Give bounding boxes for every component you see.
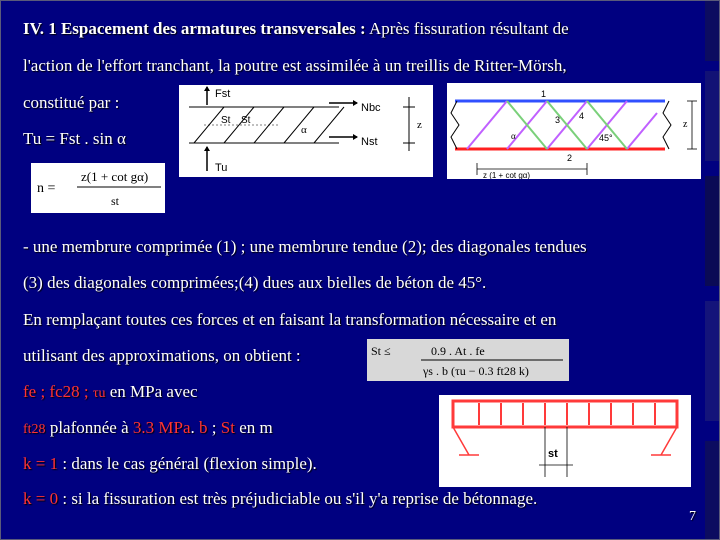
units-line: [23, 382, 198, 402]
beam-st-label: st: [548, 448, 558, 460]
ritter-morsch-truss-figure: [447, 83, 701, 179]
k0-desc: : si la fissuration est très préjudiciable ou s'il y'a reprise de bétonnage.: [58, 489, 538, 508]
beam-stirrups-figure: [439, 395, 691, 487]
body-line-4: utilisant des approximations, on obtient :: [23, 346, 301, 365]
alpha-label-right: α: [511, 131, 516, 141]
body-line-1: - une membrure comprimée (1) ; une membrure tendue (2); des diagonales tendues: [23, 237, 587, 256]
st-term: St: [220, 418, 235, 437]
label-4: 4: [579, 111, 585, 121]
n-formula-den: st: [111, 194, 120, 208]
ft28-sep: .: [190, 418, 200, 437]
st-label-2: St: [241, 115, 251, 126]
ft28-line: [23, 418, 273, 438]
ft28-unit: en m: [234, 418, 273, 437]
st-formula-image: [367, 339, 569, 381]
fst-label: Fst: [215, 88, 231, 100]
tu-label: Tu: [215, 162, 228, 174]
section-heading: IV. 1 Espacement des armatures transversales :: [23, 19, 366, 38]
st-formula-lhs: St ≤: [371, 344, 391, 358]
k1-term: k = 1: [23, 454, 59, 473]
n-formula-num: z(1 + cot gα): [81, 169, 149, 184]
k0-line: [23, 489, 537, 509]
ft28-text: plafonnée à: [45, 418, 133, 437]
nbc-label: Nbc: [361, 102, 381, 114]
title-line-3: constitué par :: [23, 93, 120, 112]
truss-section-figure: [179, 85, 433, 177]
units-tau: τu: [92, 386, 106, 401]
tu-formula: Tu = Fst . sin α: [23, 129, 126, 148]
title-line-2: l'action de l'effort tranchant, la poutre est assimilée à un treillis de Ritter-Mörsh,: [23, 56, 567, 75]
k1-line: [23, 454, 317, 474]
z-label: z: [417, 119, 422, 131]
right-edge-decoration: [705, 1, 719, 539]
b-term: b: [199, 418, 208, 437]
ft28-sep-2: ;: [207, 418, 221, 437]
label-2: 2: [567, 153, 573, 163]
dimension-label: z (1 + cot gα): [483, 171, 531, 179]
k1-desc: : dans le cas général (flexion simple).: [58, 454, 317, 473]
k0-term: k = 0: [23, 489, 59, 508]
st-formula-den: γs . b (τu − 0.3 ft28 k): [423, 364, 529, 378]
ft28-term: ft28: [23, 422, 46, 437]
n-formula-image: [31, 163, 165, 213]
n-formula-lhs: n =: [37, 181, 56, 196]
title-rest: Après fissuration résultant de: [365, 19, 569, 38]
alpha-label: α: [301, 124, 307, 136]
label-1: 1: [541, 89, 547, 99]
st-formula-num: 0.9 . At . fe: [431, 344, 485, 358]
angle-45-label: 45°: [599, 133, 613, 143]
units-rest: en MPa avec: [105, 382, 198, 401]
body-line-3: En remplaçant toutes ces forces et en faisant la transformation nécessaire et en: [23, 310, 557, 329]
title-line-1: [23, 19, 569, 39]
units-fe: fe ; fc28 ;: [23, 382, 93, 401]
st-label-1: St: [221, 115, 231, 126]
ft28-limit: 3.3 MPa: [132, 418, 191, 437]
page-number: 7: [689, 509, 696, 524]
body-line-2: (3) des diagonales comprimées;(4) dues aux bielles de béton de 45°.: [23, 273, 487, 292]
z-label-right: z: [683, 119, 688, 130]
nst-label: Nst: [361, 136, 378, 148]
label-3: 3: [555, 115, 561, 125]
